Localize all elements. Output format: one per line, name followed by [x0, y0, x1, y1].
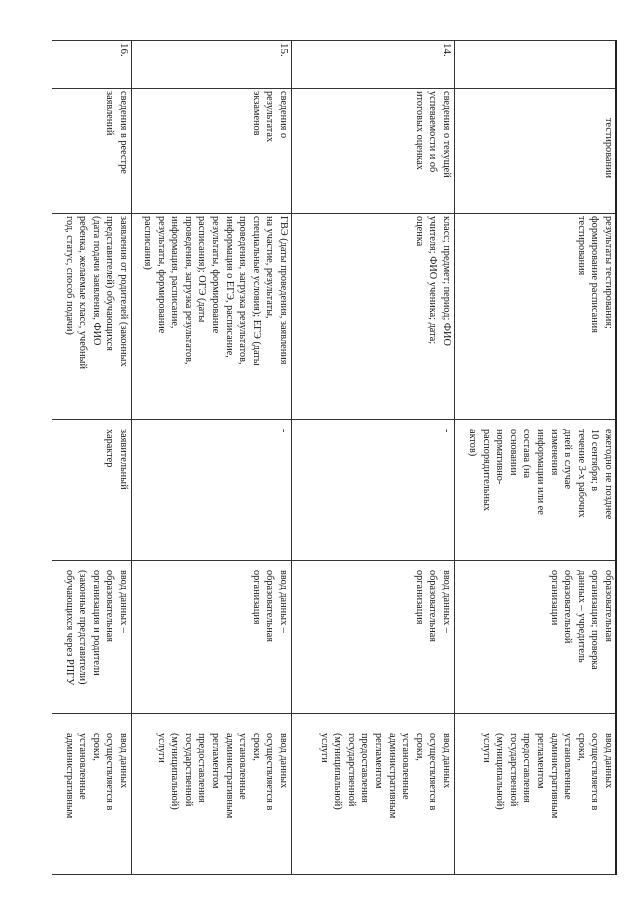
row-divider	[291, 40, 292, 875]
column-divider	[52, 560, 617, 561]
table-row	[132, 40, 292, 875]
column-divider	[52, 874, 617, 875]
data-table	[52, 40, 617, 875]
row-responsible: ввод данных – образовательная организация	[413, 570, 452, 643]
row-procedure: ввод данных осуществляется в сроки, установленные административным	[63, 733, 129, 819]
row-name: тестировании	[603, 118, 614, 179]
row-deadline: -	[441, 429, 452, 433]
row-deadline: заявительный характер	[104, 429, 129, 490]
row-content: ГВЭ (даты проведения, заявления на участие, результаты, специальные условия); ЕГЭ (даты проведения, загрузка результатов, информация о ЕГЭ, расписание, результаты, формирование расписания); ОГЭ (даты проведения, загрузка результатов, информация, расписание, результаты, формирование расписания)	[142, 216, 289, 366]
row-name: сведения о результатах экзаменов	[250, 91, 289, 143]
row-content: результаты тестирования; формирование расписания тестирования	[575, 216, 614, 333]
row-responsible: ввод данных – образовательная организация и родители (законные представители) обучающихся через РПГУ	[63, 570, 129, 686]
table-row	[292, 40, 455, 875]
column-divider	[52, 713, 617, 714]
table-row	[455, 40, 617, 875]
row-responsible: образовательная организация; проверка данных – учредитель образовательной организации	[548, 570, 614, 670]
row-number: 15.	[278, 43, 290, 57]
row-deadline: ежегодно не позднее 10 сентября; в течение 3-х рабочих дней в случае изменения информации или ее состава (на основании нормативно- распорядительных актов)	[467, 429, 614, 520]
column-divider	[52, 88, 617, 89]
row-number: 16.	[118, 43, 130, 57]
row-content: заявления от родителей (законных представителей) обучающихся (дата подачи заявления, ФИО ребенка, желаемые класс, учебный год, статус, способ подачи)	[63, 216, 129, 369]
row-responsible: ввод данных – образовательная организация	[250, 570, 289, 643]
row-divider	[454, 40, 455, 875]
row-number	[455, 40, 617, 88]
row-name: сведения в реестре заявлений	[104, 91, 129, 174]
column-divider	[52, 419, 617, 420]
row-number: 14.	[441, 43, 453, 57]
row-procedure: ввод данных осуществляется в сроки, установленные административным регламентом предоставления государственной (муниципальной) услуги	[480, 733, 614, 819]
row-procedure: ввод данных осуществляется в сроки, установленные административным регламентом предоставления государственной (муниципальной) услуги	[318, 733, 452, 819]
row-divider	[131, 40, 132, 875]
row-divider	[615, 40, 617, 875]
row-content: класс; предмет; период; ФИО учителя; ФИО ученика; дата; оценка	[413, 216, 452, 346]
row-procedure: ввод данных осуществляется в сроки, установленные административным регламентом предоставления государственной (муниципальной) услуги	[155, 733, 289, 819]
column-divider	[52, 40, 617, 41]
row-name: сведения о текущей успеваемости и об итоговых оценках	[413, 91, 452, 178]
row-deadline: -	[278, 429, 289, 433]
column-divider	[52, 213, 617, 214]
table-row	[52, 40, 132, 875]
